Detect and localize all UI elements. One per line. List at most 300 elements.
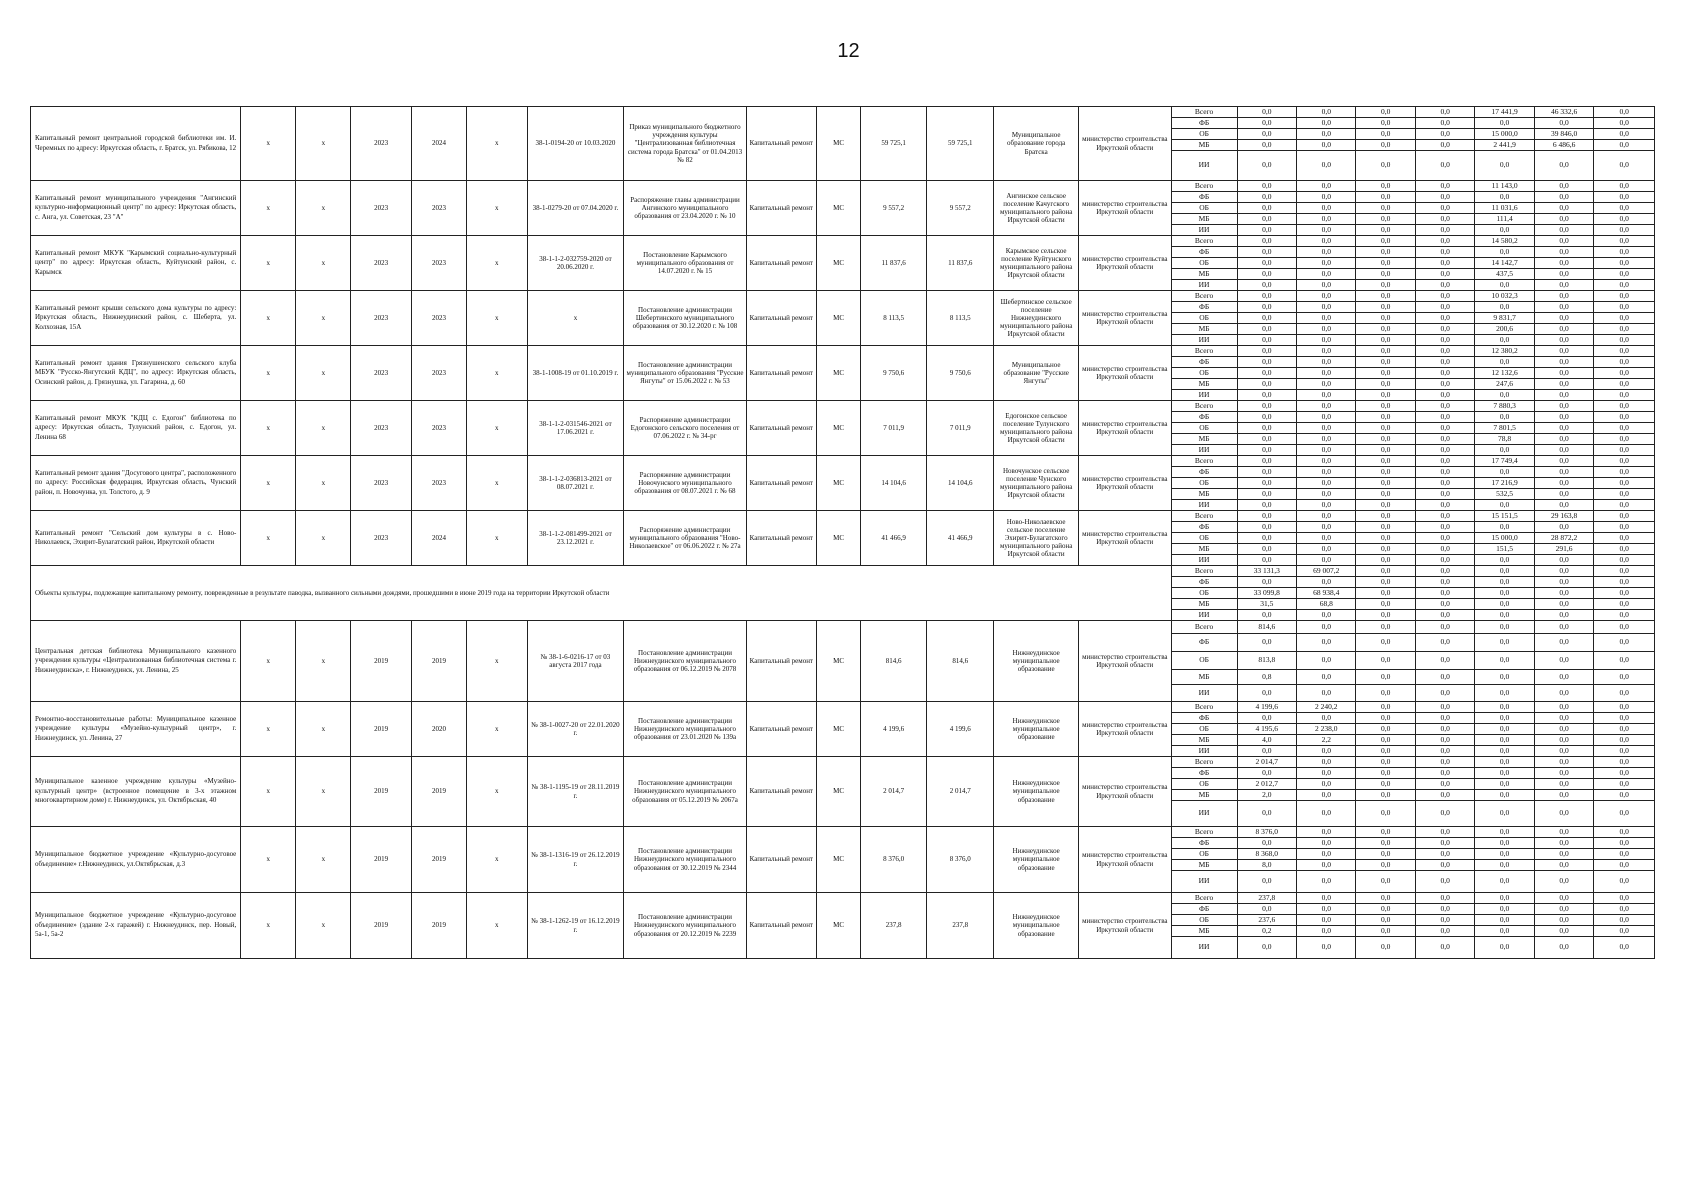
amount-cell: 0,0 (1415, 577, 1474, 588)
amount-cell: 247,6 (1475, 379, 1534, 390)
amount-cell: 0,0 (1356, 302, 1415, 313)
amount-cell: 0,0 (1415, 324, 1474, 335)
amount-cell: 0,0 (1475, 577, 1534, 588)
amount-cell: 0,0 (1594, 838, 1655, 849)
amount-cell: 0,0 (1534, 225, 1593, 236)
amount-cell: 0,0 (1415, 599, 1474, 610)
document-cell: Постановление администрации Нижнеудинского муниципального образования от 30.12.2019 № 2344 (624, 827, 746, 893)
amount-cell: 0,0 (1356, 599, 1415, 610)
amount-cell: 0,0 (1594, 685, 1655, 702)
amount-cell: 0,0 (1594, 610, 1655, 621)
amount-cell: 0,0 (1356, 445, 1415, 456)
expertise-cell: 38-1-1-2-036813-2021 от 08.07.2021 г. (527, 456, 624, 511)
amount-cell: 0,0 (1594, 412, 1655, 423)
object-type-cell: МС (817, 621, 861, 702)
amount-cell: 0,0 (1237, 577, 1296, 588)
amount-cell: 0,0 (1297, 790, 1356, 801)
amount-cell: 0,0 (1237, 555, 1296, 566)
amount-cell: 0,0 (1356, 937, 1415, 959)
amount-cell: 7 801,5 (1475, 423, 1534, 434)
object-name-cell: Капитальный ремонт МКУК "КДЦ с. Едогон" библиотека по адресу: Иркутская область, Тулунский район, с. Едогон, ул. Ленина 68 (31, 401, 241, 456)
amount-cell: 0,0 (1356, 724, 1415, 735)
amount-cell: 0,0 (1237, 434, 1296, 445)
fund-source-cell: ФБ (1171, 713, 1237, 724)
object-type-cell: МС (817, 291, 861, 346)
amount-cell: 0,0 (1237, 937, 1296, 959)
amount-cell: 0,0 (1356, 357, 1415, 368)
amount-cell: 15 000,0 (1475, 533, 1534, 544)
marker-cell: х (466, 702, 527, 757)
marker-cell: х (241, 757, 296, 827)
marker-cell: х (466, 401, 527, 456)
amount-cell: 0,0 (1415, 357, 1474, 368)
amount-cell: 0,0 (1594, 511, 1655, 522)
amount-cell: 0,0 (1534, 269, 1593, 280)
marker-cell: х (241, 621, 296, 702)
start-year-cell: 2019 (351, 893, 412, 959)
start-year-cell: 2023 (351, 346, 412, 401)
amount-cell: 0,0 (1297, 768, 1356, 779)
amount-cell: 17 441,9 (1475, 107, 1534, 118)
amount-cell: 0,0 (1356, 757, 1415, 768)
amount-cell: 0,0 (1415, 724, 1474, 735)
cost-cell: 4 199,6 (861, 702, 927, 757)
amount-cell: 0,0 (1534, 735, 1593, 746)
marker-cell: х (241, 827, 296, 893)
amount-cell: 151,5 (1475, 544, 1534, 555)
amount-cell: 0,0 (1594, 214, 1655, 225)
amount-cell: 0,0 (1237, 269, 1296, 280)
amount-cell: 0,0 (1356, 670, 1415, 685)
amount-cell: 0,0 (1594, 467, 1655, 478)
amount-cell: 0,0 (1475, 926, 1534, 937)
amount-cell: 0,0 (1594, 346, 1655, 357)
object-name-cell: Капитальный ремонт здания "Досугового центра", расположенного по адресу: Российская федерация, Иркутская область, Чунский район, п. Новочунка, ул. Толстого, д. 9 (31, 456, 241, 511)
amount-cell: 0,0 (1475, 702, 1534, 713)
amount-cell: 0,0 (1297, 118, 1356, 129)
fund-source-cell: ОБ (1171, 915, 1237, 926)
amount-cell: 0,0 (1297, 634, 1356, 652)
amount-cell: 0,0 (1534, 757, 1593, 768)
amount-cell: 0,0 (1356, 634, 1415, 652)
fund-source-cell: ИИ (1171, 280, 1237, 291)
marker-cell: х (466, 236, 527, 291)
document-cell: Распоряжение главы администрации Ангинского муниципального образования от 23.04.2020 г. № 10 (624, 181, 746, 236)
amount-cell: 0,0 (1594, 225, 1655, 236)
amount-cell: 0,0 (1415, 768, 1474, 779)
table-row (31, 291, 1655, 302)
expertise-cell: 38-1-0194-20 от 10.03.2020 (527, 107, 624, 181)
object-name-cell: Капитальный ремонт МКУК "Карымский социально-культурный центр" по адресу: Иркутская область, Куйтунский район, с. Карымск (31, 236, 241, 291)
amount-cell: 0,0 (1237, 489, 1296, 500)
amount-cell: 0,0 (1356, 107, 1415, 118)
marker-cell: х (466, 346, 527, 401)
amount-cell: 0,0 (1237, 423, 1296, 434)
amount-cell: 0,0 (1594, 192, 1655, 203)
amount-cell: 0,0 (1534, 192, 1593, 203)
end-year-cell: 2023 (411, 346, 466, 401)
amount-cell: 0,0 (1475, 634, 1534, 652)
amount-cell: 0,0 (1297, 258, 1356, 269)
cost-cell: 8 113,5 (861, 291, 927, 346)
marker-cell: х (241, 401, 296, 456)
document-cell: Распоряжение администрации Едогонского сельского поселения от 07.06.2022 г. № 34-рг (624, 401, 746, 456)
amount-cell: 0,0 (1237, 533, 1296, 544)
object-name-cell: Капитальный ремонт здания Грязнушенского сельского клуба МБУК "Русско-Янгутский КДЦ", по адресу: Иркутская область, Осинский район, д. Грязнушка, ул. Гагарина, д. 60 (31, 346, 241, 401)
amount-cell: 0,0 (1237, 522, 1296, 533)
cost-cell: 8 376,0 (927, 827, 994, 893)
document-cell: Распоряжение администрации Новочунского муниципального образования от 08.07.2021 г. № 68 (624, 456, 746, 511)
amount-cell: 0,0 (1237, 500, 1296, 511)
amount-cell: 0,0 (1415, 467, 1474, 478)
amount-cell: 0,0 (1534, 478, 1593, 489)
amount-cell: 0,0 (1356, 214, 1415, 225)
amount-cell: 0,0 (1297, 621, 1356, 634)
work-type-cell: Капитальный ремонт (746, 401, 816, 456)
amount-cell: 0,0 (1594, 849, 1655, 860)
amount-cell: 0,0 (1237, 181, 1296, 192)
amount-cell: 0,0 (1356, 702, 1415, 713)
amount-cell: 0,0 (1415, 401, 1474, 412)
amount-cell: 0,0 (1356, 258, 1415, 269)
amount-cell: 0,0 (1594, 269, 1655, 280)
amount-cell: 0,0 (1415, 735, 1474, 746)
amount-cell: 437,5 (1475, 269, 1534, 280)
fund-source-cell: ФБ (1171, 838, 1237, 849)
amount-cell: 0,0 (1534, 291, 1593, 302)
amount-cell: 0,0 (1534, 203, 1593, 214)
amount-cell: 0,0 (1415, 757, 1474, 768)
amount-cell: 0,0 (1475, 335, 1534, 346)
table-row (31, 181, 1655, 192)
object-type-cell: МС (817, 236, 861, 291)
expertise-cell: 38-1-1008-19 от 01.10.2019 г. (527, 346, 624, 401)
amount-cell: 0,0 (1356, 368, 1415, 379)
amount-cell: 0,0 (1237, 871, 1296, 893)
amount-cell: 0,0 (1297, 368, 1356, 379)
end-year-cell: 2023 (411, 236, 466, 291)
amount-cell: 0,0 (1237, 379, 1296, 390)
document-cell: Постановление администрации Нижнеудинского муниципального образования от 20.12.2019 № 2239 (624, 893, 746, 959)
document-cell: Постановление администрации Нижнеудинского муниципального образования от 06.12.2019 № 2078 (624, 621, 746, 702)
object-type-cell: МС (817, 827, 861, 893)
amount-cell: 0,0 (1356, 511, 1415, 522)
amount-cell: 0,0 (1356, 779, 1415, 790)
amount-cell: 0,0 (1534, 634, 1593, 652)
amount-cell: 0,0 (1297, 838, 1356, 849)
amount-cell: 0,0 (1475, 390, 1534, 401)
fund-source-cell: ИИ (1171, 746, 1237, 757)
cost-cell: 8 113,5 (927, 291, 994, 346)
amount-cell: 0,0 (1237, 346, 1296, 357)
start-year-cell: 2023 (351, 401, 412, 456)
amount-cell: 0,0 (1594, 181, 1655, 192)
amount-cell: 532,5 (1475, 489, 1534, 500)
amount-cell: 0,0 (1356, 401, 1415, 412)
amount-cell: 0,0 (1534, 280, 1593, 291)
amount-cell: 0,0 (1594, 107, 1655, 118)
amount-cell: 0,0 (1415, 192, 1474, 203)
amount-cell: 0,0 (1415, 511, 1474, 522)
work-type-cell: Капитальный ремонт (746, 181, 816, 236)
amount-cell: 0,0 (1237, 129, 1296, 140)
amount-cell: 814,6 (1237, 621, 1296, 634)
amount-cell: 0,0 (1415, 379, 1474, 390)
ministry-cell: министерство строительства Иркутской области (1079, 181, 1171, 236)
amount-cell: 0,0 (1534, 724, 1593, 735)
amount-cell: 0,0 (1534, 779, 1593, 790)
document-cell: Постановление администрации Нижнеудинского муниципального образования от 23.01.2020 № 139а (624, 702, 746, 757)
ministry-cell: министерство строительства Иркутской области (1079, 346, 1171, 401)
amount-cell: 39 846,0 (1534, 129, 1593, 140)
end-year-cell: 2019 (411, 827, 466, 893)
amount-cell: 0,0 (1534, 577, 1593, 588)
amount-cell: 0,0 (1297, 827, 1356, 838)
cost-cell: 237,8 (927, 893, 994, 959)
amount-cell: 33 131,3 (1237, 566, 1296, 577)
marker-cell: х (466, 291, 527, 346)
amount-cell: 0,0 (1415, 118, 1474, 129)
amount-cell: 0,0 (1297, 401, 1356, 412)
object-name-cell: Капитальный ремонт муниципального учреждения "Ангинский культурно-информационный центр" по адресу: Иркутская область, с. Анга, ул. Советская, 23 "А" (31, 181, 241, 236)
amount-cell: 0,0 (1356, 685, 1415, 702)
amount-cell: 0,0 (1297, 107, 1356, 118)
marker-cell: х (296, 511, 351, 566)
cost-cell: 9 750,6 (861, 346, 927, 401)
capital-repair-table (30, 106, 1655, 959)
fund-source-cell: ИИ (1171, 555, 1237, 566)
owner-cell: Нижнеудинское муниципальное образование (994, 827, 1079, 893)
amount-cell: 11 143,0 (1475, 181, 1534, 192)
end-year-cell: 2023 (411, 291, 466, 346)
amount-cell: 0,0 (1356, 423, 1415, 434)
amount-cell: 0,0 (1594, 203, 1655, 214)
amount-cell: 0,0 (1415, 849, 1474, 860)
amount-cell: 0,0 (1594, 621, 1655, 634)
amount-cell: 0,0 (1534, 713, 1593, 724)
amount-cell: 0,0 (1534, 555, 1593, 566)
amount-cell: 0,0 (1297, 247, 1356, 258)
amount-cell: 0,0 (1475, 904, 1534, 915)
amount-cell: 0,0 (1534, 904, 1593, 915)
amount-cell: 33 099,8 (1237, 588, 1296, 599)
amount-cell: 0,0 (1534, 346, 1593, 357)
amount-cell: 0,0 (1297, 236, 1356, 247)
amount-cell: 0,0 (1237, 610, 1296, 621)
amount-cell: 0,0 (1297, 456, 1356, 467)
fund-source-cell: ИИ (1171, 445, 1237, 456)
amount-cell: 0,0 (1594, 724, 1655, 735)
amount-cell: 0,0 (1534, 588, 1593, 599)
expertise-cell: № 38-1-6-0216-17 от 03 августа 2017 года (527, 621, 624, 702)
fund-source-cell: ОБ (1171, 533, 1237, 544)
amount-cell: 9 831,7 (1475, 313, 1534, 324)
document-cell: Постановление администрации Шебертинского муниципального образования от 30.12.2020 г. № 108 (624, 291, 746, 346)
amount-cell: 0,0 (1415, 368, 1474, 379)
fund-source-cell: МБ (1171, 434, 1237, 445)
amount-cell: 0,0 (1297, 544, 1356, 555)
amount-cell: 0,0 (1415, 412, 1474, 423)
ministry-cell: министерство строительства Иркутской области (1079, 107, 1171, 181)
amount-cell: 15 151,5 (1475, 511, 1534, 522)
amount-cell: 0,0 (1415, 566, 1474, 577)
amount-cell: 0,0 (1534, 302, 1593, 313)
amount-cell: 2 238,0 (1297, 724, 1356, 735)
fund-source-cell: ОБ (1171, 368, 1237, 379)
amount-cell: 0,0 (1415, 390, 1474, 401)
amount-cell: 0,0 (1594, 291, 1655, 302)
table-row (31, 702, 1655, 713)
amount-cell: 0,0 (1237, 456, 1296, 467)
amount-cell: 0,0 (1415, 555, 1474, 566)
amount-cell: 0,0 (1594, 779, 1655, 790)
amount-cell: 4 195,6 (1237, 724, 1296, 735)
amount-cell: 0,0 (1534, 236, 1593, 247)
table-row (31, 236, 1655, 247)
cost-cell: 9 557,2 (927, 181, 994, 236)
amount-cell: 0,0 (1415, 203, 1474, 214)
amount-cell: 0,0 (1356, 456, 1415, 467)
amount-cell: 0,0 (1534, 467, 1593, 478)
amount-cell: 0,0 (1237, 280, 1296, 291)
amount-cell: 0,0 (1297, 610, 1356, 621)
owner-cell: Нижнеудинское муниципальное образование (994, 702, 1079, 757)
amount-cell: 0,0 (1534, 247, 1593, 258)
amount-cell: 0,0 (1356, 151, 1415, 181)
amount-cell: 17 749,4 (1475, 456, 1534, 467)
cost-cell: 9 557,2 (861, 181, 927, 236)
amount-cell: 0,0 (1356, 713, 1415, 724)
work-type-cell: Капитальный ремонт (746, 236, 816, 291)
cost-cell: 2 014,7 (927, 757, 994, 827)
amount-cell: 0,0 (1475, 610, 1534, 621)
amount-cell: 0,0 (1356, 324, 1415, 335)
amount-cell: 0,0 (1534, 335, 1593, 346)
fund-source-cell: Всего (1171, 566, 1237, 577)
start-year-cell: 2023 (351, 107, 412, 181)
fund-source-cell: ФБ (1171, 522, 1237, 533)
marker-cell: х (466, 893, 527, 959)
amount-cell: 0,0 (1594, 456, 1655, 467)
fund-source-cell: Всего (1171, 181, 1237, 192)
amount-cell: 0,0 (1297, 904, 1356, 915)
fund-source-cell: Всего (1171, 346, 1237, 357)
amount-cell: 0,0 (1475, 302, 1534, 313)
amount-cell: 10 032,3 (1475, 291, 1534, 302)
amount-cell: 0,0 (1534, 893, 1593, 904)
marker-cell: х (296, 456, 351, 511)
amount-cell: 0,0 (1356, 500, 1415, 511)
amount-cell: 0,0 (1415, 181, 1474, 192)
amount-cell: 0,0 (1594, 860, 1655, 871)
ministry-cell: министерство строительства Иркутской области (1079, 236, 1171, 291)
amount-cell: 0,0 (1415, 779, 1474, 790)
amount-cell: 0,0 (1356, 467, 1415, 478)
amount-cell: 0,0 (1475, 724, 1534, 735)
amount-cell: 0,0 (1534, 181, 1593, 192)
amount-cell: 0,0 (1594, 768, 1655, 779)
amount-cell: 0,0 (1415, 621, 1474, 634)
cost-cell: 237,8 (861, 893, 927, 959)
marker-cell: х (241, 346, 296, 401)
end-year-cell: 2019 (411, 621, 466, 702)
amount-cell: 68,8 (1297, 599, 1356, 610)
fund-source-cell: Всего (1171, 827, 1237, 838)
document-cell: Распоряжение администрации муниципального образования "Ново-Николаевское" от 06.06.2022 г. № 27а (624, 511, 746, 566)
marker-cell: х (466, 827, 527, 893)
cost-cell: 59 725,1 (861, 107, 927, 181)
amount-cell: 0,0 (1237, 685, 1296, 702)
amount-cell: 0,0 (1534, 368, 1593, 379)
amount-cell: 0,0 (1356, 390, 1415, 401)
amount-cell: 0,0 (1475, 522, 1534, 533)
amount-cell: 0,0 (1534, 915, 1593, 926)
fund-source-cell: ФБ (1171, 634, 1237, 652)
amount-cell: 0,0 (1297, 926, 1356, 937)
marker-cell: х (296, 346, 351, 401)
amount-cell: 237,8 (1237, 893, 1296, 904)
amount-cell: 0,0 (1594, 746, 1655, 757)
work-type-cell: Капитальный ремонт (746, 511, 816, 566)
fund-source-cell: ИИ (1171, 335, 1237, 346)
fund-source-cell: ОБ (1171, 849, 1237, 860)
cost-cell: 14 104,6 (861, 456, 927, 511)
object-name-cell: Капитальный ремонт крыши сельского дома культуры по адресу: Иркутская область, Нижнеудинский район, с. Шеберта, ул. Колхозная, 15А (31, 291, 241, 346)
amount-cell: 0,0 (1415, 236, 1474, 247)
amount-cell: 0,0 (1356, 412, 1415, 423)
amount-cell: 0,0 (1534, 702, 1593, 713)
amount-cell: 0,0 (1237, 335, 1296, 346)
amount-cell: 2 012,7 (1237, 779, 1296, 790)
amount-cell: 0,0 (1534, 652, 1593, 670)
amount-cell: 0,0 (1475, 735, 1534, 746)
amount-cell: 0,0 (1237, 247, 1296, 258)
fund-source-cell: МБ (1171, 214, 1237, 225)
ministry-cell: министерство строительства Иркутской области (1079, 827, 1171, 893)
marker-cell: х (296, 621, 351, 702)
marker-cell: х (296, 893, 351, 959)
amount-cell: 0,0 (1237, 467, 1296, 478)
amount-cell: 0,0 (1356, 129, 1415, 140)
fund-source-cell: ОБ (1171, 203, 1237, 214)
amount-cell: 68 938,4 (1297, 588, 1356, 599)
amount-cell: 0,0 (1534, 118, 1593, 129)
fund-source-cell: ИИ (1171, 151, 1237, 181)
amount-cell: 200,6 (1475, 324, 1534, 335)
cost-cell: 11 837,6 (861, 236, 927, 291)
amount-cell: 0,0 (1297, 860, 1356, 871)
amount-cell: 0,0 (1297, 140, 1356, 151)
document-cell: Приказ муниципального бюджетного учреждения культуры "Централизованная библиотечная система города Братска" от 01.04.2013 № 82 (624, 107, 746, 181)
marker-cell: х (241, 893, 296, 959)
amount-cell: 0,0 (1594, 313, 1655, 324)
amount-cell: 0,0 (1594, 904, 1655, 915)
fund-source-cell: ОБ (1171, 129, 1237, 140)
amount-cell: 111,4 (1475, 214, 1534, 225)
amount-cell: 0,0 (1297, 577, 1356, 588)
amount-cell: 0,0 (1297, 757, 1356, 768)
amount-cell: 0,0 (1594, 445, 1655, 456)
amount-cell: 0,0 (1534, 768, 1593, 779)
object-name-cell: Капитальный ремонт "Сельский дом культуры в с. Ново-Николаевск, Эхирит-Булагатский район, Иркутской области (31, 511, 241, 566)
amount-cell: 0,0 (1594, 324, 1655, 335)
cost-cell: 14 104,6 (927, 456, 994, 511)
amount-cell: 0,0 (1594, 871, 1655, 893)
amount-cell: 0,0 (1356, 225, 1415, 236)
amount-cell: 0,0 (1594, 652, 1655, 670)
amount-cell: 0,0 (1356, 621, 1415, 634)
fund-source-cell: Всего (1171, 107, 1237, 118)
